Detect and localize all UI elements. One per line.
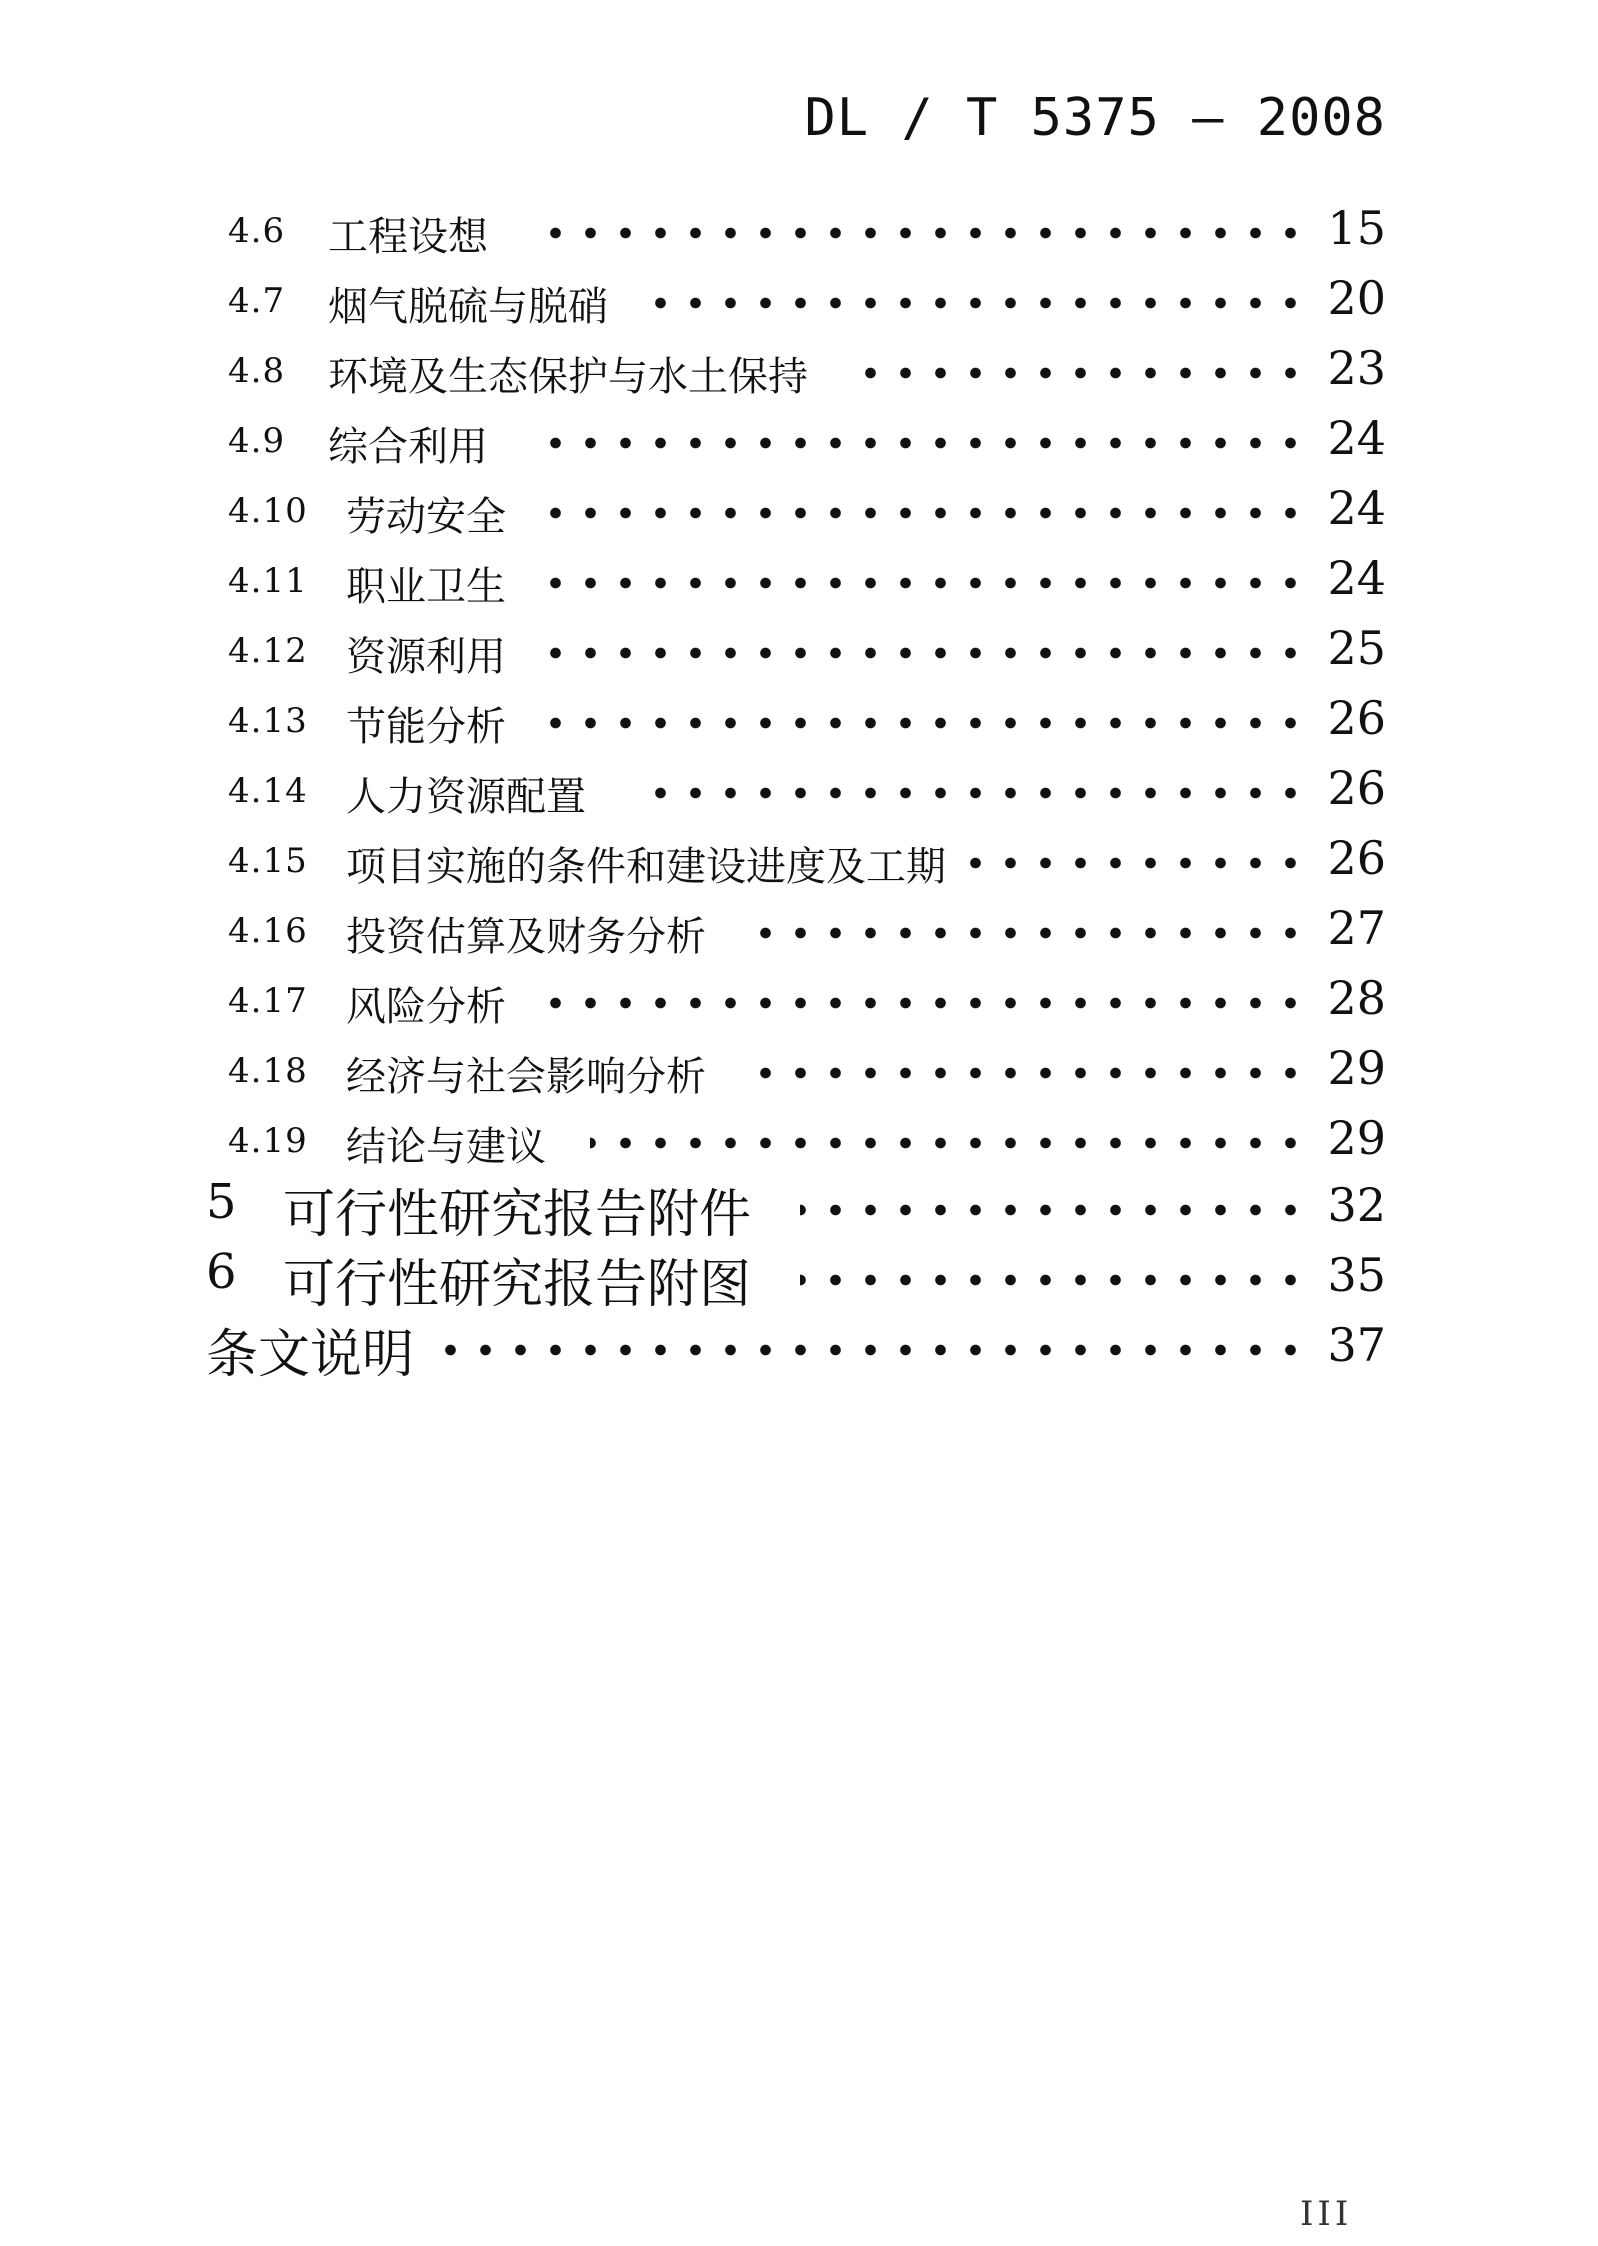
toc-leader-dots	[955, 853, 1308, 873]
toc-entry-4-16[interactable]	[0, 895, 1598, 965]
toc-entry-title: 可行性研究报告附图	[283, 1255, 752, 1315]
toc-entry-6[interactable]	[0, 1240, 1598, 1315]
toc-entry-4-6[interactable]	[0, 195, 1598, 265]
toc-entry-number: 6	[206, 1244, 237, 1300]
toc-leader-dots	[430, 1340, 1308, 1360]
toc-leader-dots	[540, 503, 1308, 523]
toc-leader-dots	[645, 293, 1308, 313]
toc-leader-dots	[850, 363, 1308, 383]
toc-entry-title: 资源利用	[346, 634, 506, 680]
toc-leader-dots	[540, 713, 1308, 733]
toc-entry-number: 4.10	[228, 491, 308, 531]
toc-entry-page: 23	[1327, 341, 1386, 395]
toc-entry-5[interactable]	[0, 1170, 1598, 1245]
toc-entry-title: 劳动安全	[346, 494, 506, 540]
toc-entry-4-18[interactable]	[0, 1035, 1598, 1105]
toc-entry-number: 4.15	[228, 841, 308, 881]
page-number-footer: III	[1300, 2194, 1353, 2234]
toc-entry-page: 28	[1327, 971, 1386, 1025]
toc-entry-number: 4.13	[228, 701, 308, 741]
toc-entry-title: 节能分析	[346, 704, 506, 750]
toc-entry-number: 5	[206, 1174, 237, 1230]
toc-entry-title: 投资估算及财务分析	[346, 914, 706, 960]
toc-entry-4-10[interactable]	[0, 475, 1598, 545]
toc-entry-4-8[interactable]	[0, 335, 1598, 405]
toc-entry-title: 经济与社会影响分析	[346, 1054, 706, 1100]
toc-entry-title: 风险分析	[346, 984, 506, 1030]
toc-leader-dots	[540, 433, 1308, 453]
toc-entry-number: 4.7	[228, 281, 286, 321]
toc-leader-dots	[645, 783, 1308, 803]
toc-entry-page: 26	[1327, 831, 1386, 885]
toc-entry-title: 工程设想	[328, 214, 488, 260]
toc-entry-title: 职业卫生	[346, 564, 506, 610]
toc-entry-title: 人力资源配置	[346, 774, 586, 820]
toc-entry-page: 24	[1327, 481, 1386, 535]
toc-leader-dots	[800, 1270, 1308, 1290]
toc-entry-title: 烟气脱硫与脱硝	[328, 284, 608, 330]
toc-entry-number: 4.8	[228, 351, 286, 391]
toc-leader-dots	[540, 643, 1308, 663]
toc-entry-number: 4.17	[228, 981, 308, 1021]
toc-entry-page: 26	[1327, 691, 1386, 745]
toc-entry-4-11[interactable]	[0, 545, 1598, 615]
toc-entry-page: 29	[1327, 1111, 1386, 1165]
toc-entry-page: 37	[1327, 1318, 1386, 1372]
toc-entry-number: 4.19	[228, 1121, 308, 1161]
toc-entry-explanation[interactable]	[0, 1310, 1598, 1385]
toc-entry-4-12[interactable]	[0, 615, 1598, 685]
toc-entry-title: 结论与建议	[346, 1124, 546, 1170]
toc-entry-title: 环境及生态保护与水土保持	[328, 354, 808, 400]
toc-leader-dots	[800, 1200, 1308, 1220]
toc-entry-title: 条文说明	[206, 1325, 415, 1385]
toc-entry-number: 4.16	[228, 911, 308, 951]
toc-entry-4-7[interactable]	[0, 265, 1598, 335]
toc-entry-page: 26	[1327, 761, 1386, 815]
toc-entry-page: 32	[1327, 1178, 1386, 1232]
toc-entry-4-17[interactable]	[0, 965, 1598, 1035]
toc-entry-4-13[interactable]	[0, 685, 1598, 755]
toc-leader-dots	[745, 923, 1308, 943]
toc-entry-number: 4.9	[228, 421, 286, 461]
toc-leader-dots	[540, 993, 1308, 1013]
toc-entry-page: 29	[1327, 1041, 1386, 1095]
toc-leader-dots	[540, 223, 1308, 243]
document-code-header: DL / T 5375 — 2008	[804, 88, 1386, 148]
toc-entry-page: 20	[1327, 271, 1386, 325]
toc-entry-4-14[interactable]	[0, 755, 1598, 825]
toc-entry-page: 27	[1327, 901, 1386, 955]
toc-leader-dots	[590, 1133, 1308, 1153]
toc-entry-page: 25	[1327, 621, 1386, 675]
toc-entry-number: 4.11	[228, 561, 308, 601]
toc-entry-4-19[interactable]	[0, 1105, 1598, 1175]
toc-entry-number: 4.6	[228, 211, 286, 251]
toc-entry-title: 项目实施的条件和建设进度及工期	[346, 844, 946, 890]
toc-leader-dots	[745, 1063, 1308, 1083]
toc-entry-number: 4.14	[228, 771, 308, 811]
toc-leader-dots	[540, 573, 1308, 593]
toc-entry-page: 24	[1327, 411, 1386, 465]
toc-entry-page: 15	[1327, 201, 1386, 255]
toc-entry-title: 综合利用	[328, 424, 488, 470]
toc-entry-page: 24	[1327, 551, 1386, 605]
toc-entry-4-15[interactable]	[0, 825, 1598, 895]
toc-entry-page: 35	[1327, 1248, 1386, 1302]
toc-entry-number: 4.18	[228, 1051, 308, 1091]
toc-entry-title: 可行性研究报告附件	[283, 1185, 752, 1245]
toc-entry-number: 4.12	[228, 631, 308, 671]
toc-entry-4-9[interactable]	[0, 405, 1598, 475]
